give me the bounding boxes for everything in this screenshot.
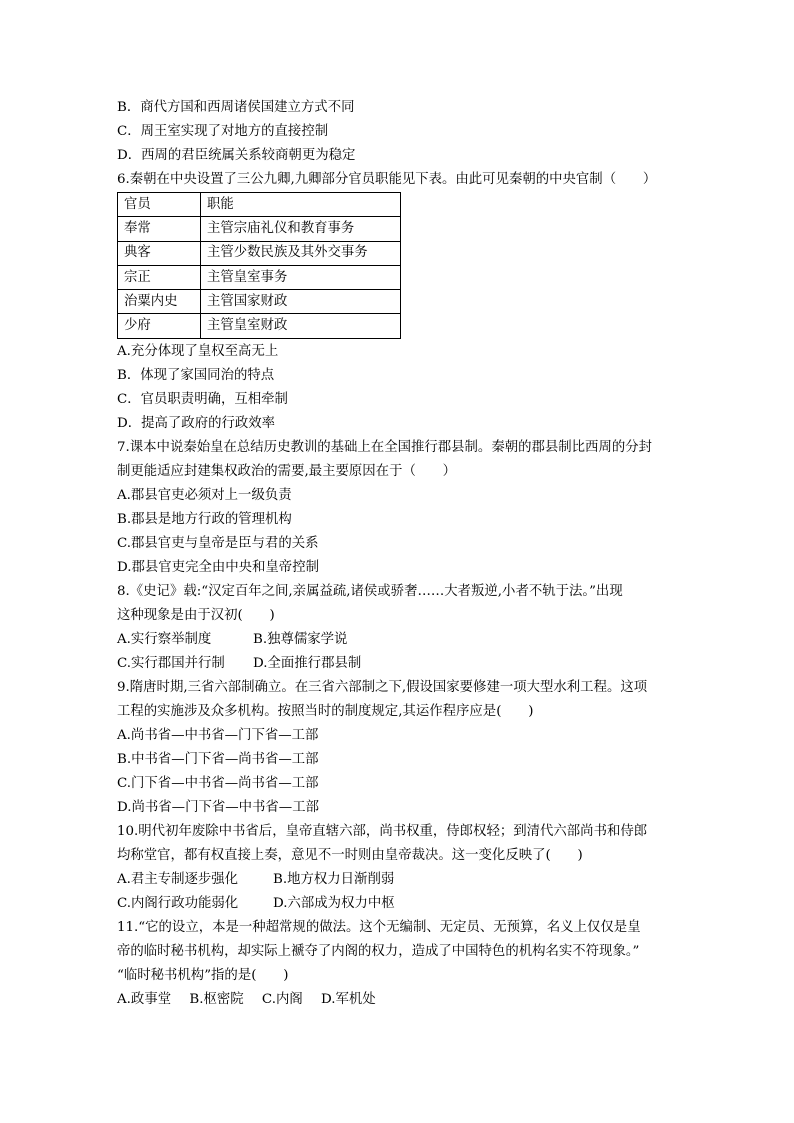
q11-option-b: B.枢密院 — [189, 992, 244, 1007]
q6-option-a: A.充分体现了皇权至高无上 — [117, 344, 279, 359]
q11-option-d: D.军机处 — [321, 992, 376, 1007]
q8-option-d: D.全面推行郡县制 — [253, 656, 362, 671]
q8-stem-line1: 8.《史记》载:“汉定百年之间,亲属益疏,诸侯或骄奢……大者叛逆,小者不轨于法。”出现 — [117, 584, 623, 599]
q6-option-c: C．官员职责明确，互相牵制 — [117, 392, 288, 407]
q9-option-c: C.门下省—中书省—尚书省—工部 — [117, 776, 319, 791]
table-row — [118, 265, 401, 289]
q9-stem-line2: 工程的实施涉及众多机构。按照当时的制度规定,其运作程序应是( ) — [117, 704, 534, 719]
q11-stem-line2: 帝的临时秘书机构，却实际上褫夺了内阁的权力，造成了中国特色的机构名实不符现象。” — [117, 944, 640, 959]
q9-option-a: A.尚书省—中书省—门下省—工部 — [117, 728, 319, 743]
table-cell-official: 治粟内史 — [118, 290, 201, 314]
table-row — [118, 314, 401, 338]
q5-option-d: D．西周的君臣统属关系较商朝更为稳定 — [117, 148, 356, 163]
q9-stem-line1: 9.隋唐时期,三省六部制确立。在三省六部制之下,假设国家要修建一项大型水利工程。这项 — [117, 680, 648, 695]
q11-option-a: A.政事堂 — [117, 992, 172, 1007]
q11-options-row — [117, 990, 390, 1010]
table-cell-official: 宗正 — [118, 265, 201, 289]
table-cell-duty: 主管国家财政 — [201, 290, 401, 314]
table-cell-duty: 主管皇室事务 — [201, 265, 401, 289]
q7-stem-line2: 制更能适应封建集权政治的需要,最主要原因在于（ ） — [117, 464, 457, 479]
q7-option-b: B.郡县是地方行政的管理机构 — [117, 512, 292, 527]
q10-option-b: B.地方权力日渐削弱 — [273, 872, 395, 887]
q6-stem: 6.秦朝在中央设置了三公九卿,九卿部分官员职能见下表。由此可见秦朝的中央官制（ ） — [117, 172, 657, 187]
q5-option-c: C．周王室实现了对地方的直接控制 — [117, 124, 329, 139]
q7-option-a: A.郡县官吏必须对上一级负责 — [117, 488, 292, 503]
q11-option-c: C.内阁 — [261, 992, 303, 1007]
q8-option-c: C.实行郡国并行制 — [117, 656, 225, 671]
q8-option-a: A.实行察举制度 — [117, 632, 212, 647]
q6-option-d: D．提高了政府的行政效率 — [117, 416, 276, 431]
q8-option-b: B.独尊儒家学说 — [253, 632, 348, 647]
table-cell-official: 奉常 — [118, 217, 201, 241]
q5-option-b: B．商代方国和西周诸侯国建立方式不同 — [117, 100, 355, 115]
q8-stem-line2: 这种现象是由于汉初( ) — [117, 608, 275, 623]
q8-options-row1 — [117, 630, 677, 650]
q11-stem-line1: 11.“它的设立，本是一种超常规的做法。这个无编制、无定员、无预算，名义上仅仅是皇 — [117, 920, 641, 935]
table-cell-official: 典客 — [118, 241, 201, 265]
q11-stem-line3: “临时秘书机构”指的是( ) — [117, 968, 289, 983]
q10-option-d: D.六部成为权力中枢 — [273, 896, 395, 911]
table-cell-duty: 主管少数民族及其外交事务 — [201, 241, 401, 265]
q9-option-b: B.中书省—门下省—尚书省—工部 — [117, 752, 319, 767]
q9-option-d: D.尚书省—门下省—中书省—工部 — [117, 800, 319, 815]
table-row — [118, 290, 401, 314]
q6-option-b: B．体现了家国同治的特点 — [117, 368, 275, 383]
table-cell-duty: 主管皇室财政 — [201, 314, 401, 338]
table-row — [118, 217, 401, 241]
q7-option-c: C.郡县官吏与皇帝是臣与君的关系 — [117, 536, 319, 551]
q10-option-c: C.内阁行政功能弱化 — [117, 896, 239, 911]
table-header-duty: 职能 — [201, 193, 401, 217]
table-cell-official: 少府 — [118, 314, 201, 338]
official-duties-table — [117, 192, 401, 339]
q7-option-d: D.郡县官吏完全由中央和皇帝控制 — [117, 560, 319, 575]
q10-options-row1 — [117, 870, 677, 890]
table-row — [118, 241, 401, 265]
q10-stem-line1: 10.明代初年废除中书省后，皇帝直辖六部，尚书权重，侍郎权轻；到清代六部尚书和侍郎 — [117, 824, 648, 839]
table-header-official: 官员 — [118, 193, 201, 217]
q10-option-a: A.君主专制逐步强化 — [117, 872, 239, 887]
q10-options-row2 — [117, 894, 677, 914]
q7-stem-line1: 7.课本中说秦始皇在总结历史教训的基础上在全国推行郡县制。秦朝的郡县制比西周的分封 — [117, 440, 653, 455]
q8-options-row2 — [117, 654, 677, 674]
table-cell-duty: 主管宗庙礼仪和教育事务 — [201, 217, 401, 241]
table-header-row — [118, 193, 401, 217]
q10-stem-line2: 均称堂官，都有权直接上奏，意见不一时则由皇帝裁决。这一变化反映了( ) — [117, 848, 583, 863]
